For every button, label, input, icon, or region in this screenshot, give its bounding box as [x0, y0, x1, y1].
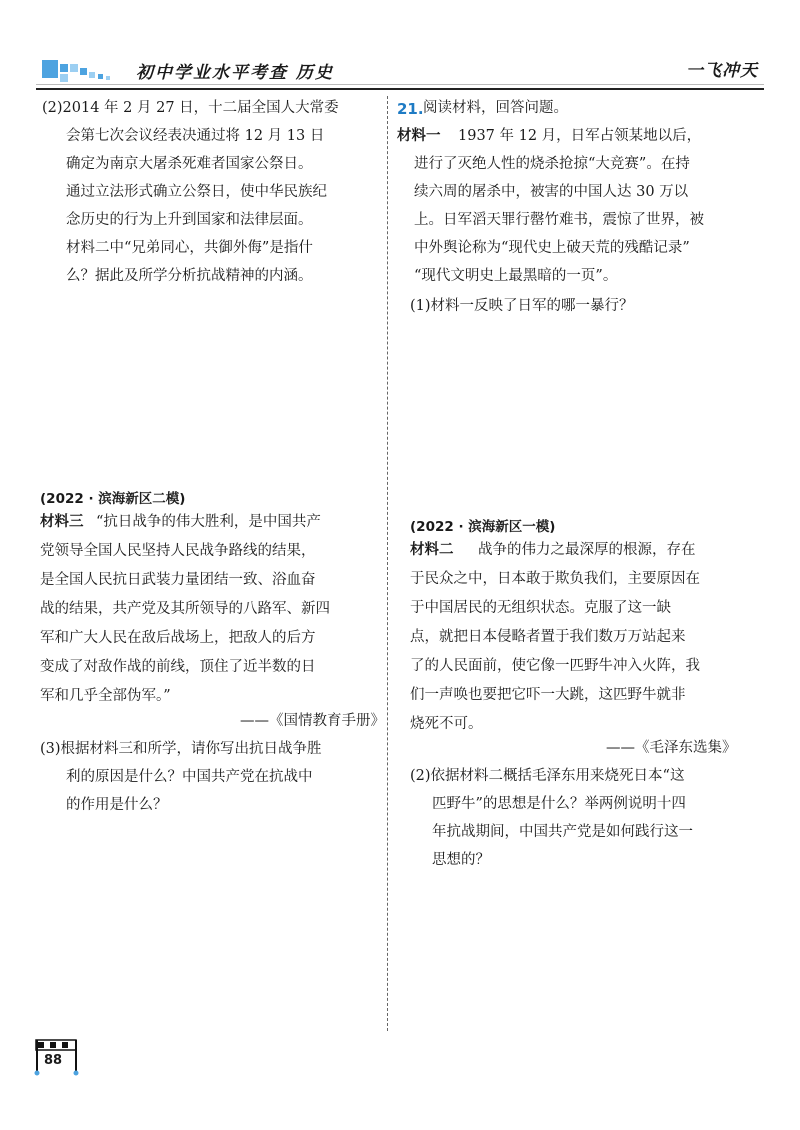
left-q2-line-7: 么？据此及所学分析抗战精神的内涵。 — [66, 268, 313, 284]
material-1-line-6: “现代文明史上最黑暗的一页”。 — [414, 268, 618, 284]
right-q2-line-3: 年抗战期间，中国共产党是如何践行这一 — [432, 824, 693, 840]
material-3-line-5: 军和广大人民在敌后战场上，把敌人的后方 — [40, 630, 316, 646]
material-2-line-6: 们一声唤也要把它吓一大跳，这匹野牛就非 — [410, 687, 686, 703]
left-q3-line-1: (3)根据材料三和所学，请你写出抗日战争胜 — [40, 741, 322, 757]
material-2-citation: ——《毛泽东选集》 — [606, 740, 737, 756]
header-brand: 一飞冲天 — [686, 61, 758, 81]
right-q2-line-2: 匹野牛”的思想是什么？举两例说明十四 — [432, 796, 686, 812]
left-source-tag: (2022 · 滨海新区二模) — [40, 491, 186, 507]
material-2-line-2: 于民众之中，日本敢于欺负我们，主要原因在 — [410, 571, 700, 587]
left-q2-line-2: 会第七次会议经表决通过将 12 月 13 日 — [66, 128, 325, 144]
left-q3-line-2: 利的原因是什么？中国共产党在抗战中 — [66, 769, 313, 785]
column-divider — [387, 96, 388, 1031]
material-2-line-1: 战争的伟力之最深厚的根源，存在 — [478, 542, 696, 558]
material-3-label: 材料三 — [40, 513, 84, 530]
left-q2-line-6: 材料二中“兄弟同心，共御外侮”是指什 — [66, 240, 313, 256]
material-1-line-3: 续六周的屠杀中，被害的中国人达 30 万以 — [414, 184, 689, 200]
material-1-line-1: 1937 年 12 月，日军占领某地以后， — [458, 128, 702, 144]
material-1-line-4: 上。日军滔天罪行罄竹难书，震惊了世界，被 — [414, 212, 704, 228]
material-2-line-5: 了的人民面前，使它像一匹野牛冲入火阵，我 — [410, 658, 700, 674]
header-rule — [36, 88, 764, 90]
material-3-line-2: 党领导全国人民坚持人民战争路线的结果， — [40, 543, 316, 559]
left-q2-line-4: 通过立法形式确立公祭日，使中华民族纪 — [66, 184, 327, 200]
material-2-line-7: 烧死不可。 — [410, 716, 483, 732]
material-3-line-6: 变成了对敌作战的前线，顶住了近半数的日 — [40, 659, 316, 675]
left-q3-line-3: 的作用是什么？ — [66, 797, 168, 813]
left-q2-line-5: 念历史的行为上升到国家和法律层面。 — [66, 212, 313, 228]
material-3-line-7: 军和几乎全部伪军。” — [40, 688, 171, 704]
header-title: 初中学业水平考查 历史 — [136, 63, 334, 83]
material-3-citation: ——《国情教育手册》 — [240, 713, 385, 729]
question-21-number: 21. — [397, 100, 424, 118]
material-3-line-3: 是全国人民抗日武装力量团结一致、浴血奋 — [40, 572, 316, 588]
right-q2-line-1: (2)依据材料二概括毛泽东用来烧死日本“这 — [410, 768, 685, 784]
right-q2-line-4: 思想的？ — [432, 852, 490, 868]
material-1-label: 材料一 — [397, 127, 441, 144]
material-3-line-1: “抗日战争的伟大胜利，是中国共产 — [96, 514, 321, 530]
left-q2-line-3: 确定为南京大屠杀死难者国家公祭日。 — [66, 156, 313, 172]
material-1-line-5: 中外舆论称为“现代史上破天荒的残酷记录” — [414, 240, 690, 256]
material-2-line-3: 于中国居民的无组织状态。克服了这一缺 — [410, 600, 671, 616]
left-q2-line-1: (2)2014 年 2 月 27 日，十二届全国人大常委 — [42, 100, 339, 116]
right-q1: (1)材料一反映了日军的哪一暴行？ — [410, 298, 634, 314]
material-1-line-2: 进行了灭绝人性的烧杀抢掠“大竞赛”。在持 — [414, 156, 690, 172]
page-header — [36, 46, 764, 90]
material-2-line-4: 点，就把日本侵略者置于我们数万万站起来 — [410, 629, 686, 645]
material-2-label: 材料二 — [410, 541, 454, 558]
page-number: 88 — [44, 1053, 63, 1068]
material-3-line-4: 战的结果，共产党及其所领导的八路军、新四 — [40, 601, 330, 617]
question-21-title: 阅读材料，回答问题。 — [423, 100, 568, 116]
header-rule-thin — [36, 84, 764, 85]
right-source-tag: (2022 · 滨海新区一模) — [410, 519, 556, 535]
header-logo-icon — [42, 56, 120, 82]
